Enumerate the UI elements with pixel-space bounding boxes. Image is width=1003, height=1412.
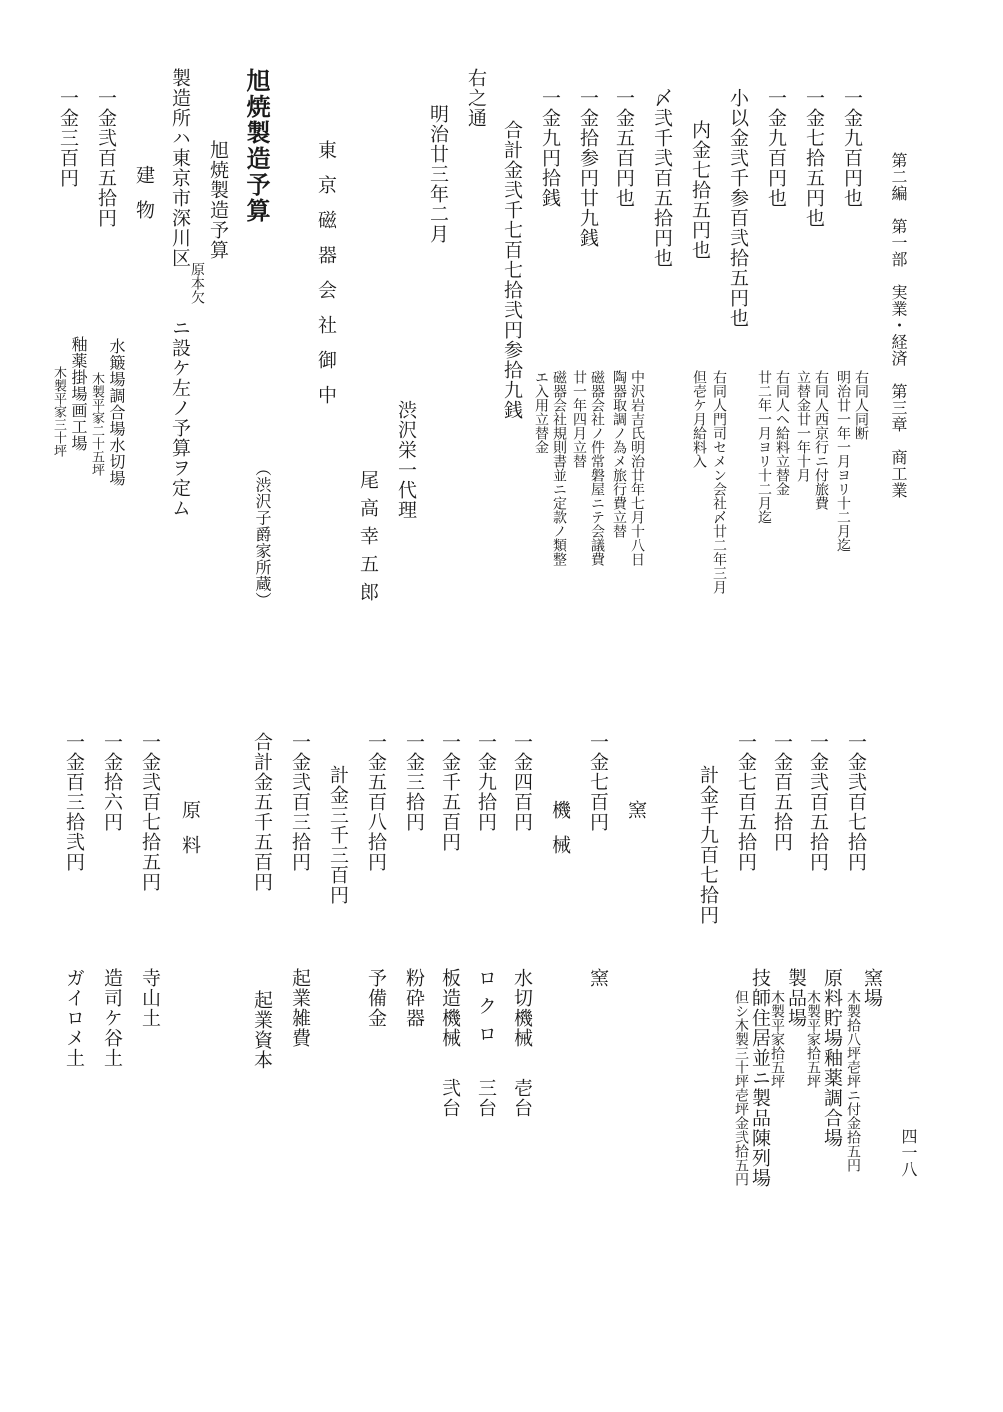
amount-line: 一金弐百五拾円: [807, 732, 829, 872]
note-line: 磁器会社ノ件常磐屋ニテ会議費: [589, 370, 605, 566]
document-date: 明治廿三年二月: [427, 104, 449, 244]
amount-line: 一金千五百円: [439, 732, 461, 852]
amount-line: 一金拾六円: [101, 732, 123, 832]
note-line: 陶器取調ノ為メ旅行費立替: [611, 370, 627, 538]
amount-line: 一金五百円也: [613, 88, 635, 208]
source-note: （渋沢子爵家所蔵）: [253, 460, 272, 609]
item-desc: 窯場: [861, 968, 883, 1008]
budget-note: 原本欠: [189, 262, 205, 304]
note-line: エ入用立替金: [533, 370, 549, 454]
closing-text: 右之通: [465, 68, 487, 128]
item-count: 三台: [475, 1078, 497, 1118]
item-desc: 造司ケ谷土: [101, 968, 123, 1068]
amount-line: 一金七百円: [587, 732, 609, 832]
sender-title: 渋沢栄一代理: [395, 400, 417, 520]
amount-line: 一金百三拾弐円: [63, 732, 85, 872]
section-buildings: 建物: [133, 165, 155, 235]
item-sub: 木製平家拾五坪: [805, 990, 821, 1088]
capital-total: 合計金五千五百円: [251, 732, 273, 892]
note-line: 明治廿一年一月ヨリ十二月迄: [835, 370, 851, 552]
item-desc: 技師住居並ニ製品陳列場: [749, 968, 771, 1188]
item-desc: ロクロ: [475, 968, 497, 1052]
section-machinery: 機械: [549, 800, 571, 870]
amount-line: 一金七拾五円也: [803, 88, 825, 228]
addressee: 東京磁器会社御中: [315, 140, 337, 420]
item-count: 弐台: [439, 1078, 461, 1118]
amount-line: 一金弐百三拾円: [289, 732, 311, 872]
section-kiln: 窯: [625, 800, 647, 820]
item-sub: 木製平家二十五坪: [89, 372, 104, 476]
amount-line: 一金九百円也: [841, 88, 863, 208]
note-line: 但壱ケ月給料入: [691, 370, 707, 468]
item-desc: 粉砕器: [403, 968, 425, 1028]
subtotal-line: 計金千九百七拾円: [697, 765, 719, 925]
note-line: 右同人同断: [853, 370, 869, 440]
item-desc: 釉薬掛場画工場: [69, 336, 88, 452]
subtotal-line: 計金三千三百円: [327, 765, 349, 905]
amount-line: 一金弐百七拾円: [845, 732, 867, 872]
amount-line: 一金百五拾円: [771, 732, 793, 852]
note-line: 磁器会社規則書並ニ定款ノ類整: [551, 370, 567, 566]
page-number: 四一八: [899, 1128, 918, 1178]
amount-line: 内金七拾五円也: [689, 120, 711, 260]
amount-line: 一金弐百五拾円: [95, 88, 117, 228]
item-desc: 板造機械: [439, 968, 461, 1048]
item-desc: 原料貯場釉薬調合場: [821, 968, 843, 1148]
item-desc: ガイロメ土: [63, 968, 85, 1068]
subtotal-line: 小以金弐千参百弐拾五円也: [727, 88, 749, 328]
note-line: 立替金廿一年十月: [795, 370, 811, 482]
budget-subheading: 旭焼製造予算: [207, 140, 229, 260]
amount-line: 一金三百円: [57, 88, 79, 188]
running-title: 第二編 第一部 実業・経済 第三章 商工業: [889, 152, 908, 499]
item-desc: 水切機械: [511, 968, 533, 1048]
sender-name: 尾高幸五郎: [357, 470, 379, 610]
budget-intro: 製造所ハ東京市深川区: [169, 68, 191, 268]
amount-line: 一金弐百七拾五円: [139, 732, 161, 892]
amount-line: 一金三拾円: [403, 732, 425, 832]
budget-intro-cont: ニ設ケ左ノ予算ヲ定ム: [169, 318, 191, 518]
item-desc: 製品場: [785, 968, 807, 1028]
item-desc: 寺山土: [139, 968, 161, 1028]
item-desc: 起業雑費: [289, 968, 311, 1048]
amount-line: 一金四百円: [511, 732, 533, 832]
amount-line: 一金九拾円: [475, 732, 497, 832]
subtotal-line: 〆弐千弐百五拾円也: [651, 88, 673, 268]
note-line: 右同人門司セメン会社〆廿二年三月: [711, 370, 727, 594]
budget-heading: 旭焼製造予算: [242, 68, 271, 224]
section-materials: 原料: [179, 800, 201, 870]
note-line: 右同人西京行ニ付旅費: [813, 370, 829, 510]
item-sub: 木製平家拾五坪: [769, 990, 785, 1088]
amount-line: 一金拾参円廿九銭: [577, 88, 599, 248]
item-desc: 水簸場調合場水切場: [107, 338, 126, 487]
item-sub: 木製平家三十坪: [51, 366, 66, 457]
note-line: 廿一年四月立替: [571, 370, 587, 468]
item-sub: 但シ木製三十坪壱坪金弐拾五円: [733, 990, 749, 1186]
item-sub: 木製拾八坪壱坪ニ付金拾五円: [845, 990, 861, 1172]
item-desc: 窯: [587, 968, 609, 988]
capital-label: 起業資本: [251, 990, 273, 1070]
amount-line: 一金九百円也: [765, 88, 787, 208]
amount-line: 一金七百五拾円: [735, 732, 757, 872]
item-desc: 予備金: [365, 968, 387, 1028]
note-line: 右同人ヘ給料立替金: [774, 370, 790, 496]
amount-line: 一金九円拾銭: [539, 88, 561, 208]
item-count: 壱台: [511, 1078, 533, 1118]
grand-total: 合計金弐千七百七拾弐円参拾九銭: [501, 120, 523, 420]
note-line: 中沢岩吉氏明治廿年七月十八日: [629, 370, 645, 566]
note-line: 廿二年一月ヨリ十二月迄: [756, 370, 772, 524]
amount-line: 一金五百八拾円: [365, 732, 387, 872]
